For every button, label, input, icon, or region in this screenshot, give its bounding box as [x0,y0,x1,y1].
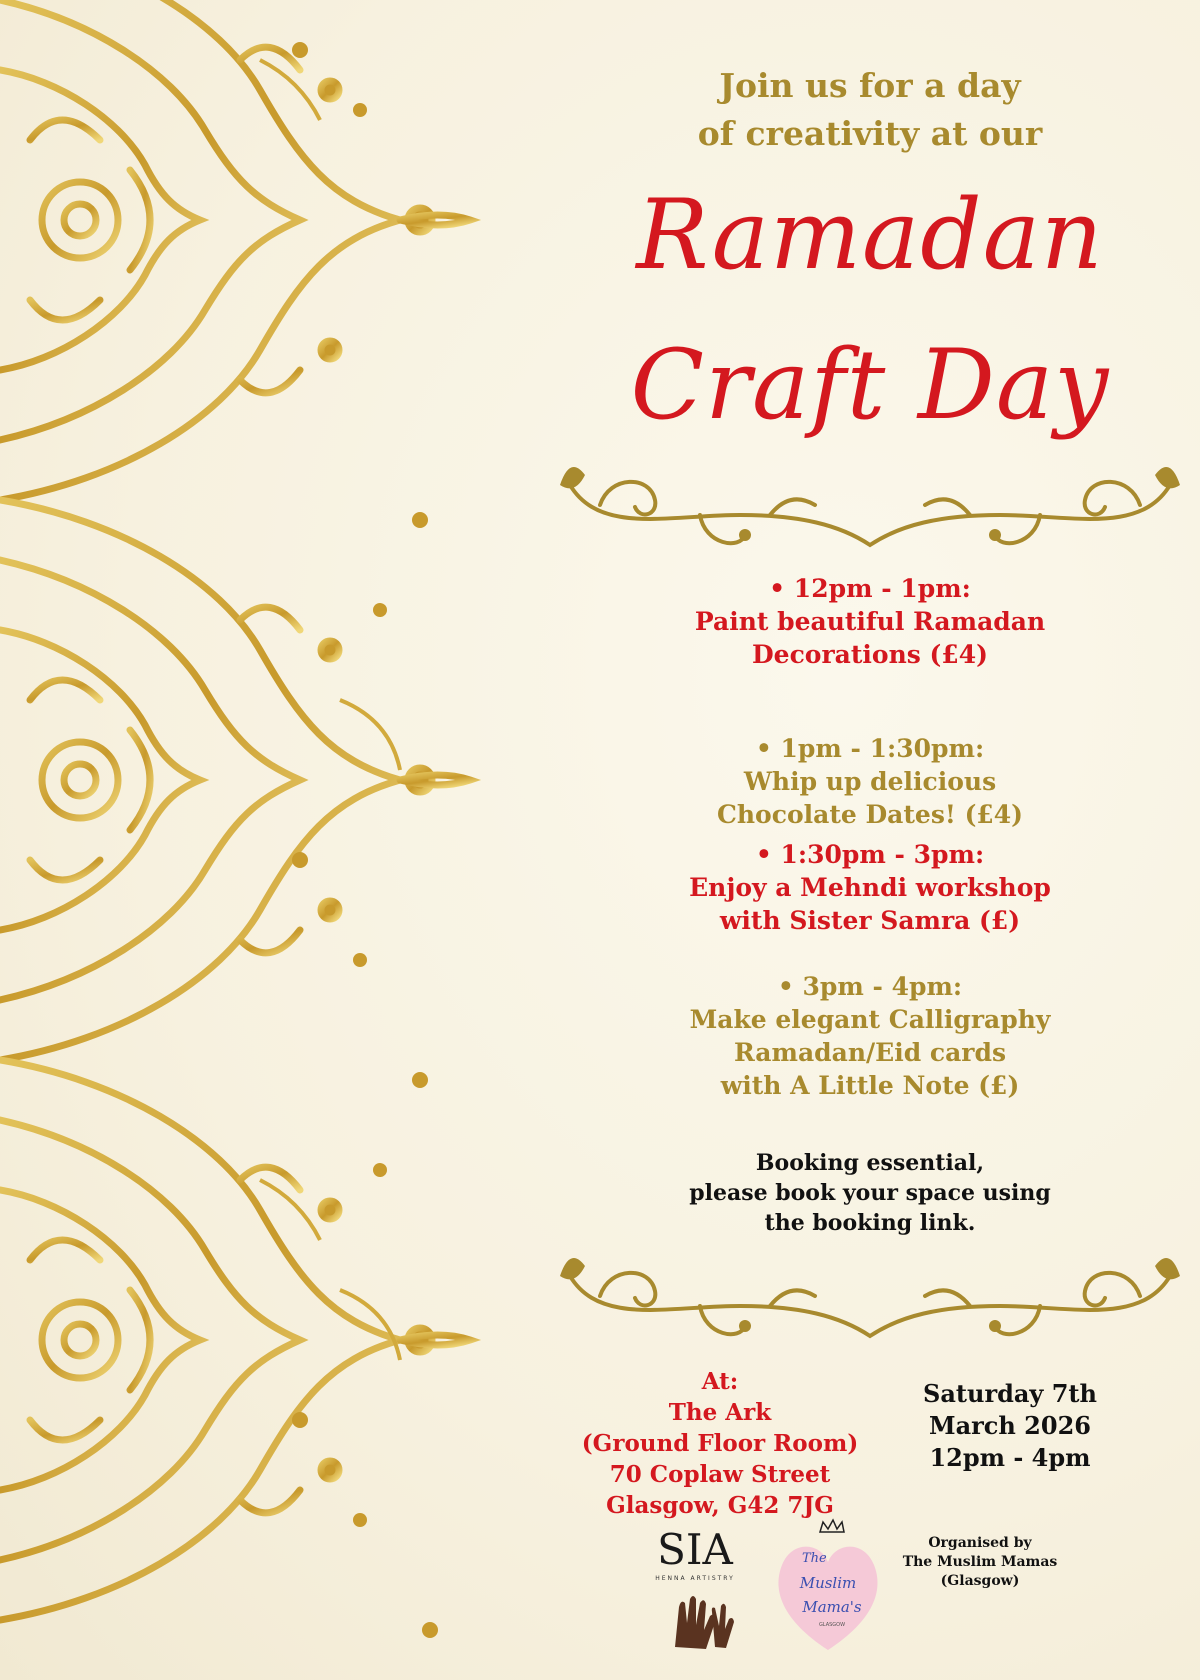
mm-line-2: Muslim [799,1574,857,1592]
sia-sub: HENNA ARTISTRY [655,1575,735,1582]
schedule-line: Whip up delicious [743,767,997,796]
organiser-line: (Glasgow) [940,1573,1020,1589]
title-line-2: Craft Day [630,329,1110,441]
schedule-time: • 1:30pm - 3pm: [755,840,985,869]
schedule-line: with A Little Note (£) [720,1071,1020,1100]
schedule-item [560,732,1180,831]
venue-line: At: [701,1368,739,1395]
booking-line: the booking link. [764,1210,976,1236]
sia-henna-logo [640,1512,750,1652]
schedule-line: Decorations (£4) [752,640,988,669]
booking-line: please book your space using [689,1180,1051,1206]
organiser-line: The Muslim Mamas [902,1554,1058,1570]
schedule-line: Paint beautiful Ramadan [694,607,1046,636]
schedule-item [560,970,1180,1102]
schedule-time: • 1pm - 1:30pm: [755,734,985,763]
organiser-line: Organised by [928,1535,1032,1551]
gold-ornament-border [0,0,520,1680]
flourish-divider-top [540,445,1200,565]
intro-line: Join us for a day [719,66,1021,105]
schedule-line: with Sister Samra (£) [719,906,1021,935]
booking-note [560,1148,1180,1238]
organiser-credit [880,1534,1080,1591]
date-line: Saturday 7th [923,1379,1097,1408]
venue-address [545,1366,895,1521]
venue-line: Glasgow, G42 7JG [606,1492,834,1519]
event-date-time [860,1378,1160,1474]
venue-line: 70 Coplaw Street [609,1461,831,1488]
schedule-time: • 3pm - 4pm: [777,972,963,1001]
mm-line-3: Mama's [802,1598,862,1616]
crown-icon [820,1520,844,1532]
booking-line: Booking essential, [755,1150,985,1176]
sia-mark: SIA [657,1525,733,1574]
intro-line: of creativity at our [697,114,1043,153]
time-line: 12pm - 4pm [929,1443,1091,1472]
venue-line: The Ark [668,1399,772,1426]
venue-line: (Ground Floor Room) [581,1430,859,1457]
date-line: March 2026 [929,1411,1091,1440]
muslim-mamas-logo [772,1510,884,1660]
schedule-line: Chocolate Dates! (£4) [716,800,1024,829]
title-line-1: Ramadan [636,179,1104,291]
schedule-time: • 12pm - 1pm: [769,574,971,603]
schedule-item [560,572,1180,671]
flourish-divider-bottom [540,1236,1200,1356]
mm-sub: GLASGOW [818,1622,846,1628]
henna-hands-icon [675,1596,734,1649]
schedule-line: Make elegant Calligraphy [689,1005,1051,1034]
schedule-item [560,838,1180,937]
mm-line-1: The [802,1551,827,1566]
schedule-line: Enjoy a Mehndi workshop [689,873,1051,902]
intro-text [560,62,1180,158]
schedule-line: Ramadan/Eid cards [733,1038,1007,1067]
